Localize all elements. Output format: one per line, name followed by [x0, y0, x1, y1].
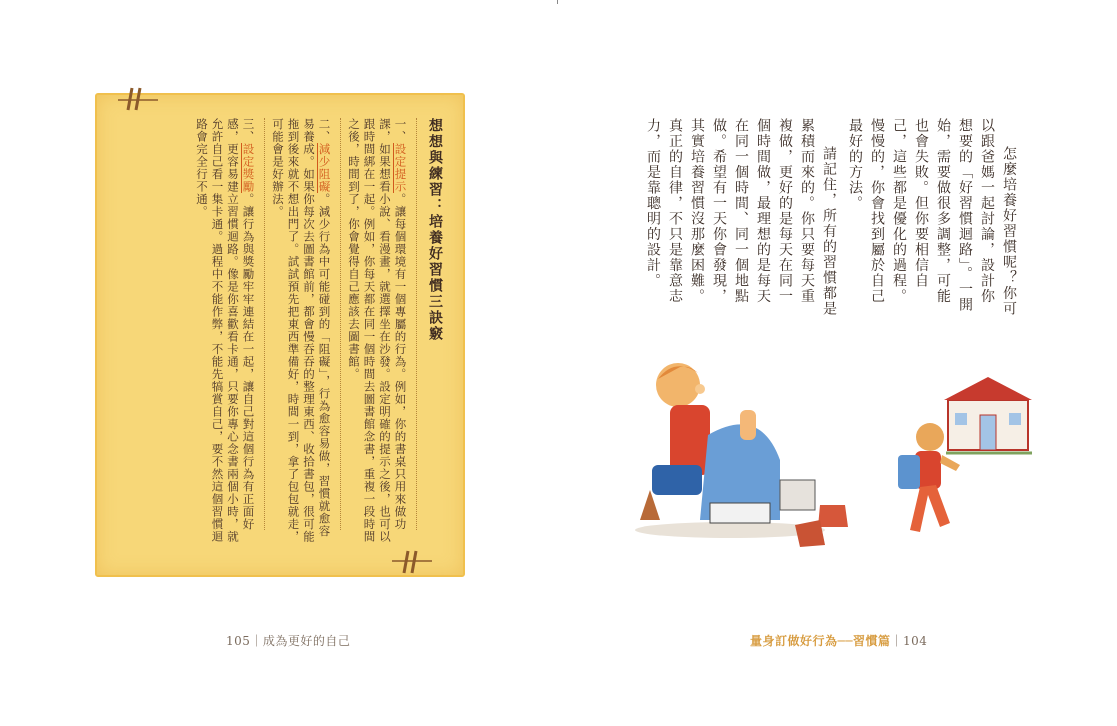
children-illustration [630, 355, 1040, 565]
box-title-prefix: 想想與練習： [427, 118, 443, 214]
paragraph: 請記住，所有的習慣都是累積而來的。你只要每天重複做，更好的是每天在同一個時間做，最理想的是每天在同一個時間、同一個地點做。希望有一天你會發現，其實培養習慣沒那麼困難。真正的自律，不只是靠意志力，而是靠聰明的設計。 [645, 118, 837, 317]
school-building-icon [944, 377, 1032, 453]
tip-number: 三、 [241, 118, 256, 143]
tip-item [194, 118, 256, 548]
tip-item [270, 118, 332, 548]
left-page-footer: 105｜成為更好的自己 [226, 634, 351, 648]
tip-keyword: 設定獎勵 [241, 143, 256, 193]
footer-title: 量身訂做好行為──習慣篇 [750, 634, 891, 648]
tips-text-block [112, 118, 442, 548]
tip-keyword: 減少阻礙 [317, 143, 332, 193]
footer-page-number: ｜104 [890, 634, 928, 648]
crouching-boy-figure [640, 363, 710, 520]
tip-text: 。讓行為與獎勵牢牢連結在一起，讓自己對這個行為有正面好感，更容易建立習慣迴路。像是你喜歡看卡通，只要你專心念書兩個小時，就允許自己看一集卡通。過程中不能作弊，不能先犒賞自己，要不然這個習慣迴路會完全行不通。 [195, 118, 256, 543]
right-page-footer [750, 632, 927, 649]
dotted-divider [260, 118, 265, 530]
tip-item [346, 118, 408, 548]
tip-number: 二、 [317, 118, 332, 143]
tip-text: 。減少行為中可能碰到的「阻礙」，行為愈容易做，習慣就愈容易養成。如果你每次去圖書館前，都會慢吞吞的整理東西、收拾書包，很可能拖到後來就不想出門了。試試預先把東西準備好，時間一到，拿了包包就走，可能會是好辦法。 [271, 118, 332, 543]
quote-mark-icon [392, 547, 432, 577]
paragraph: 怎麼培養好習慣呢？你可以跟爸媽一起討論，設計你想要的「好習慣迴路」。一開始，需要做很多調整，可能也會失敗。但你要相信自己，這些都是優化的過程。慢慢的，你會找到屬於自己最好的方法。 [847, 118, 1017, 317]
dotted-divider [336, 118, 341, 530]
dotted-divider [412, 118, 417, 530]
tip-text: 。讓每個環境有一個專屬的行為。例如，你的書桌只用來做功課，如果想看小說、看漫畫，就選擇坐在沙發。設定明確的提示之後，也可以跟時間綁在一起。例如，你每天都在同一個時間去圖書館念書，重複一段時間之後，時間到了，你會覺得自己應該去圖書館。 [347, 118, 408, 543]
body-text [645, 118, 1020, 318]
tip-keyword: 設定提示 [393, 143, 408, 193]
backpack-figure [700, 410, 815, 523]
tip-number: 一、 [393, 118, 408, 143]
box-title-main: 培養好習慣三訣竅 [427, 214, 443, 342]
quote-mark-icon [118, 84, 158, 114]
box-title [427, 118, 443, 548]
